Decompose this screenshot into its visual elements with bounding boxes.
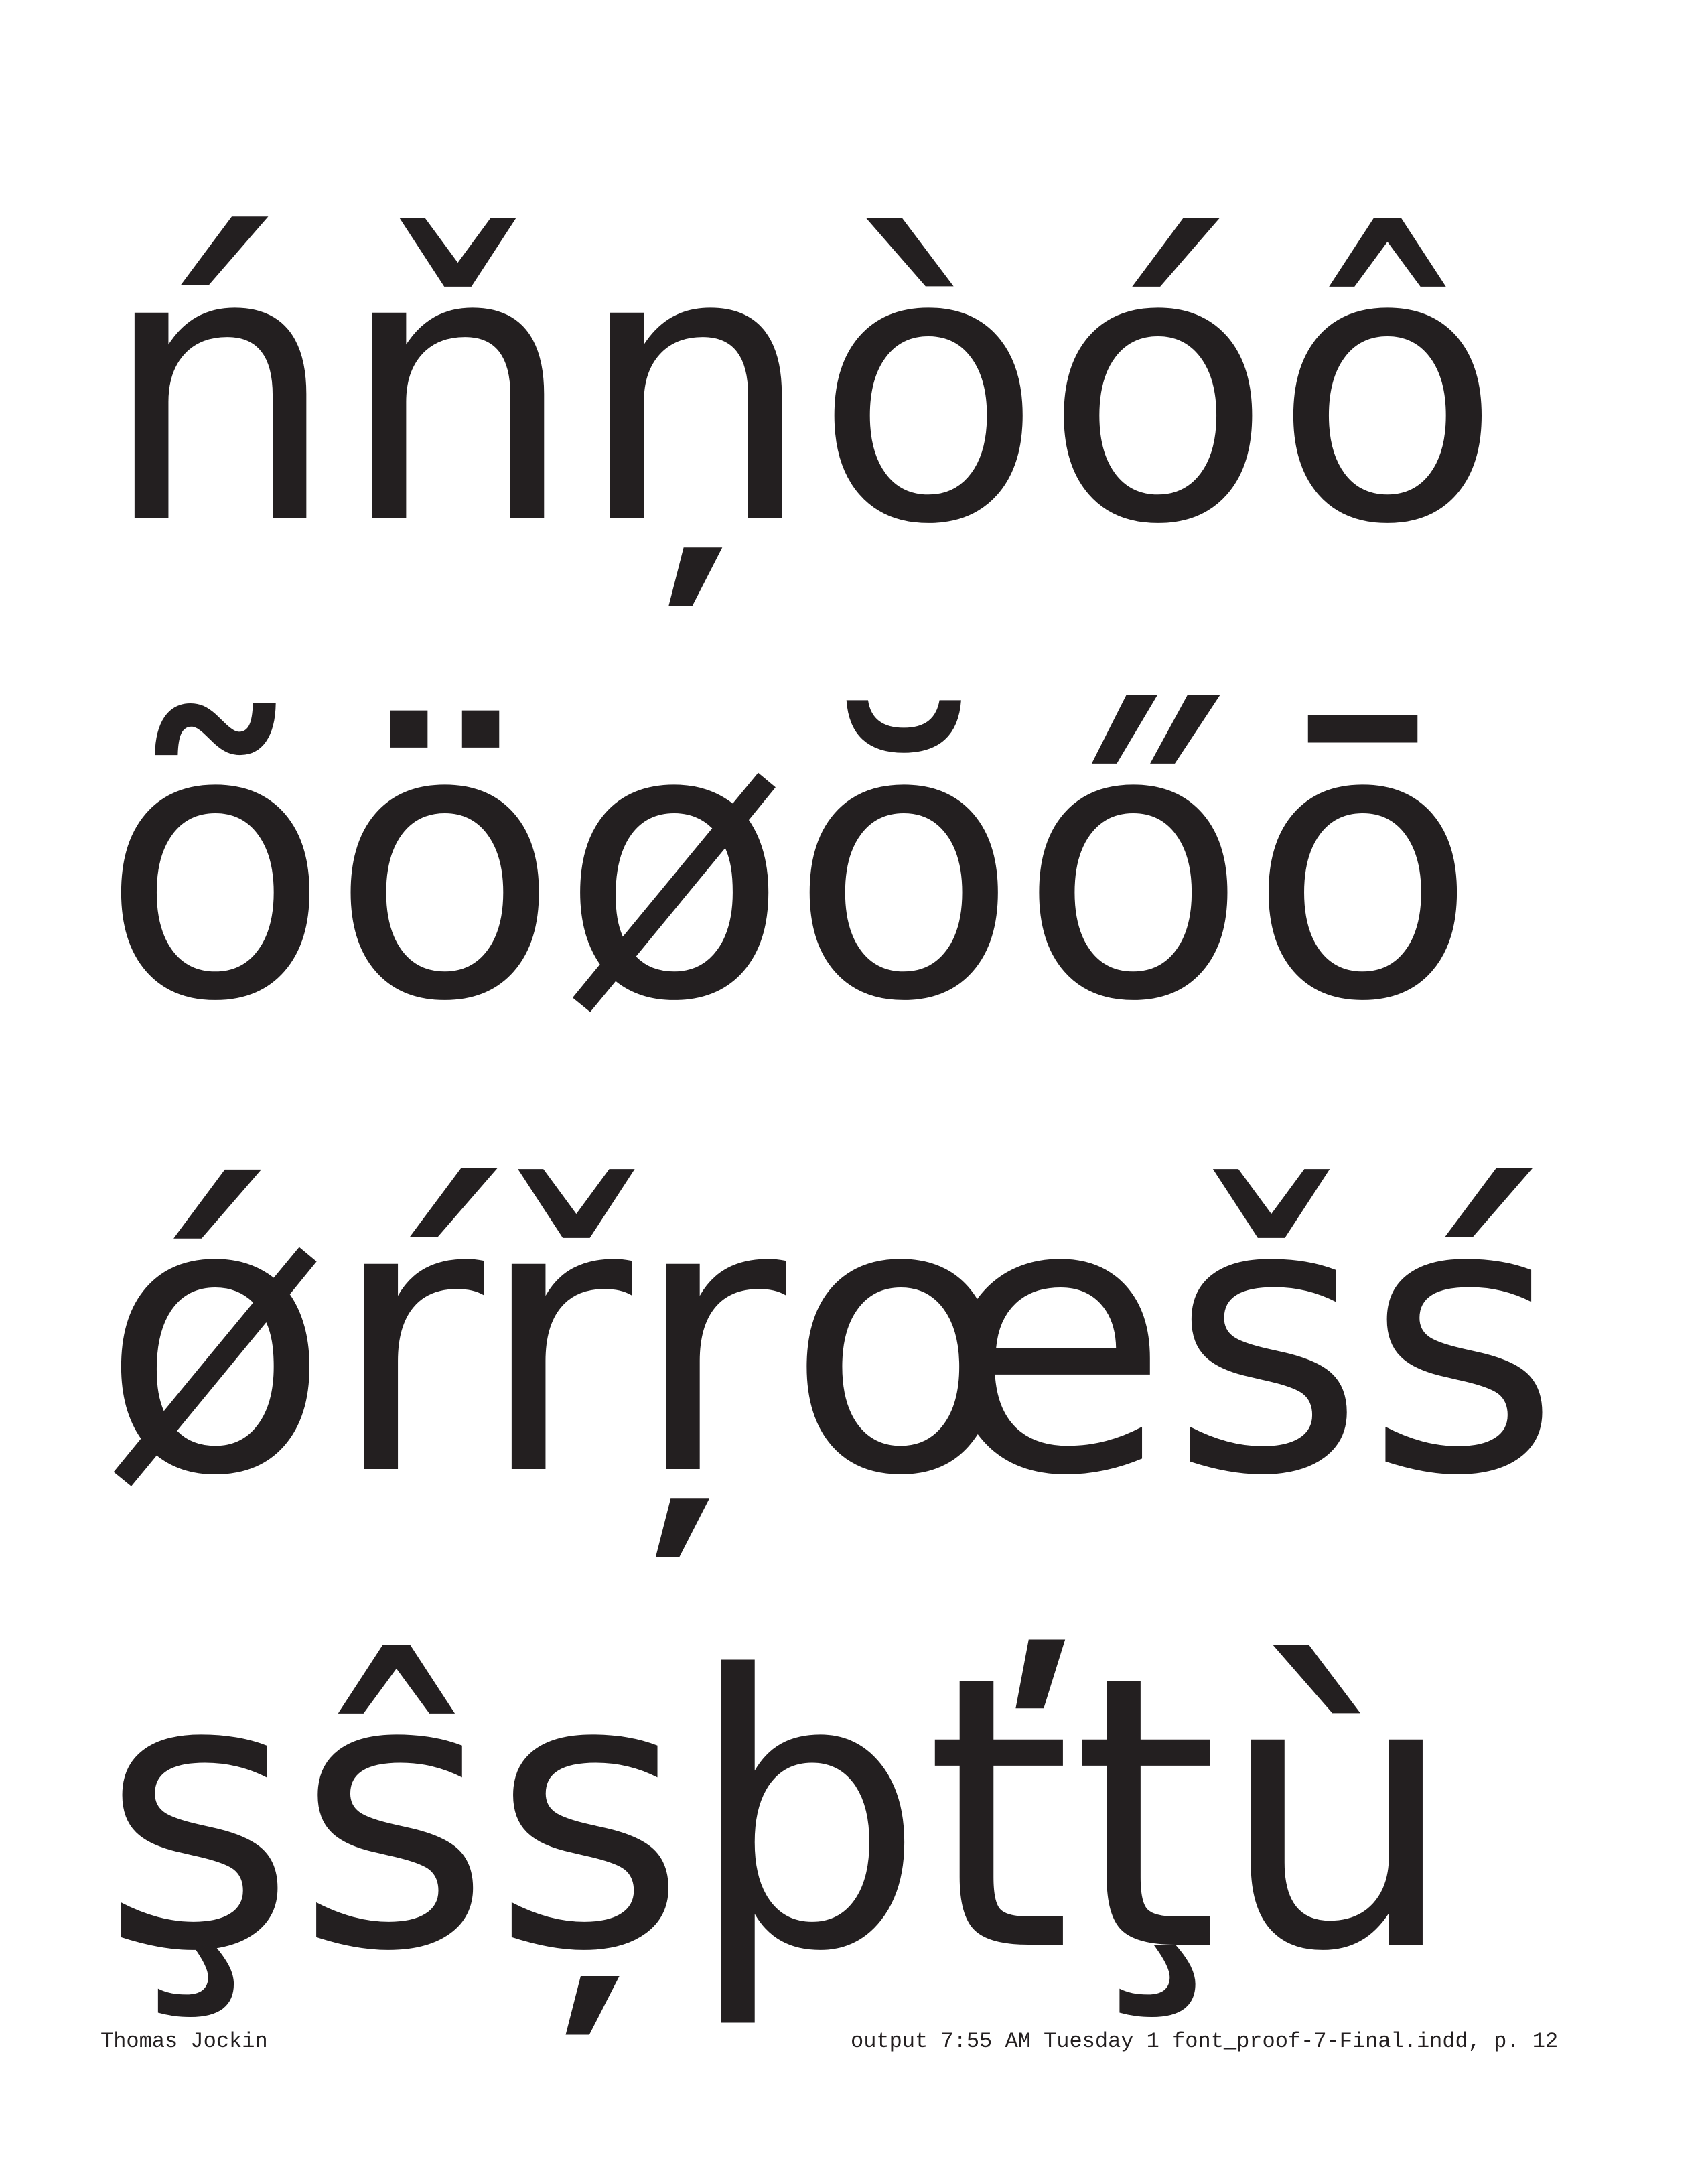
glyph-row-2: õöøŏőō <box>100 647 1478 1084</box>
glyph-row-1: ńňņòóô <box>100 170 1502 607</box>
footer-author: Thomas Jockin <box>100 2029 268 2054</box>
footer-output-info: output 7:55 AM Tuesday 1 font_proof-7-Final.indd, p. 12 <box>851 2029 1559 2054</box>
glyph-row-4: şŝșþťţù <box>100 1597 1457 2034</box>
glyph-row-3: ǿŕřŗœšś <box>100 1121 1561 1558</box>
